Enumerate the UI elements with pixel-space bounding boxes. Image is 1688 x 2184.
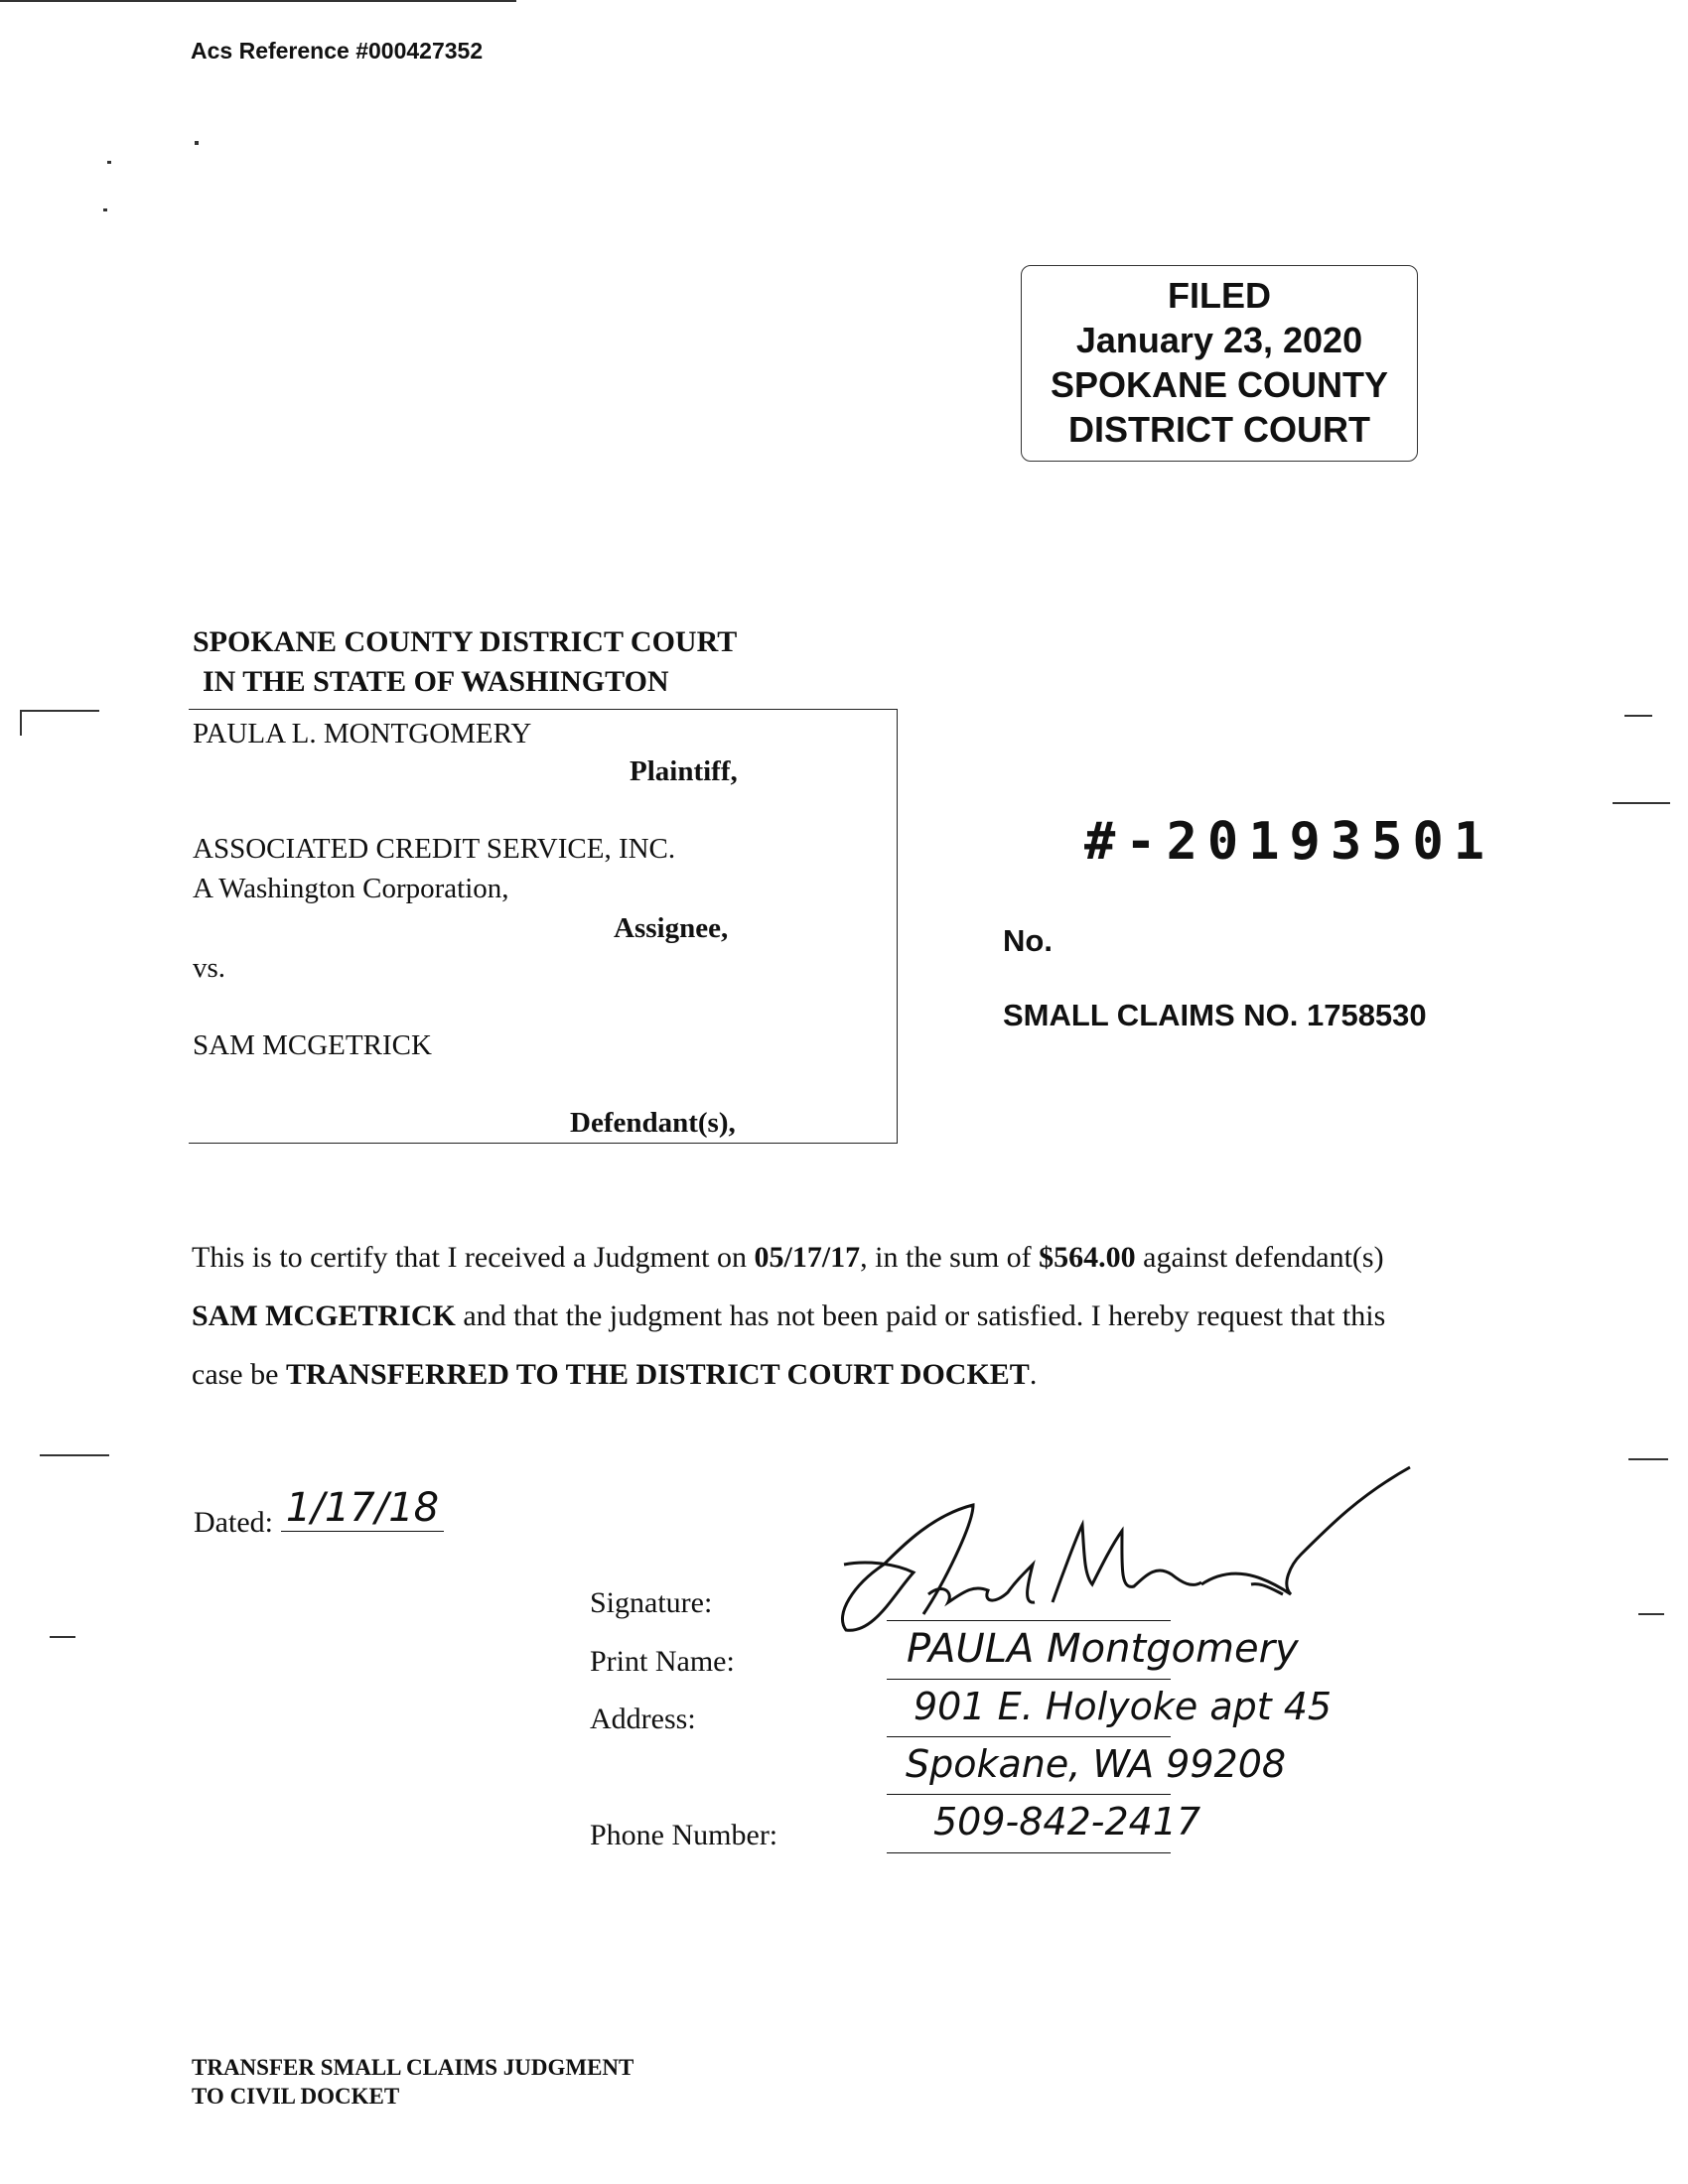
defendant-label: Defendant(s), — [570, 1107, 736, 1139]
small-claims-number: SMALL CLAIMS NO. 1758530 — [1003, 998, 1427, 1032]
case-no-label: No. — [1003, 923, 1053, 958]
filed-stamp-date: January 23, 2020 — [1075, 320, 1363, 360]
footer-line-2: TO CIVIL DOCKET — [192, 2084, 400, 2109]
dated-label: Dated: — [194, 1506, 273, 1539]
scan-edge-mark — [0, 0, 516, 2]
address-line-2-handwritten: Spokane, WA 99208 — [906, 1742, 1287, 1786]
judgment-amount: $564.00 — [1039, 1241, 1136, 1274]
acs-reference: Acs Reference #000427352 — [191, 38, 484, 64]
scan-speck — [1613, 802, 1670, 804]
phone-handwritten: 509-842-2417 — [933, 1800, 1201, 1843]
cert-text-2: , in the sum of — [860, 1241, 1040, 1274]
phone-number-label: Phone Number: — [590, 1819, 778, 1851]
scan-speck — [40, 1454, 109, 1456]
print-name-line — [887, 1679, 1171, 1680]
versus-label: vs. — [193, 952, 226, 984]
court-state: IN THE STATE OF WASHINGTON — [203, 665, 669, 698]
phone-line — [887, 1852, 1171, 1853]
address-line-1-handwritten: 901 E. Holyoke apt 45 — [914, 1685, 1333, 1728]
address-line-2 — [887, 1794, 1171, 1795]
dated-value-handwritten: 1/17/18 — [281, 1485, 444, 1532]
scan-speck — [1628, 1458, 1668, 1460]
address-label: Address: — [590, 1703, 696, 1735]
cert-defendant: SAM MCGETRICK — [192, 1299, 456, 1332]
cert-text-5: . — [1029, 1358, 1038, 1391]
plaintiff-name: PAULA L. MONTGOMERY — [193, 718, 532, 750]
judgment-date: 05/17/17 — [754, 1241, 861, 1274]
scan-speck — [103, 208, 107, 211]
scan-speck — [1624, 715, 1652, 717]
scan-speck — [1638, 1613, 1664, 1615]
assignee-description: A Washington Corporation, — [193, 873, 509, 904]
filed-stamp — [1021, 265, 1418, 462]
case-number-stamp: #-20193501 — [1084, 812, 1495, 872]
scan-speck — [20, 710, 99, 712]
cert-text-3: against defendant(s) — [1135, 1241, 1384, 1274]
scan-speck — [107, 161, 111, 164]
scan-speck — [20, 710, 22, 736]
cert-text-1: This is to certify that I received a Judgment on — [192, 1241, 755, 1274]
filed-stamp-line-1: FILED — [1168, 275, 1271, 316]
signature-label: Signature: — [590, 1586, 713, 1619]
court-header — [193, 622, 737, 702]
scan-speck — [50, 1636, 75, 1638]
assignee-label: Assignee, — [614, 912, 729, 944]
defendant-name: SAM MCGETRICK — [193, 1029, 432, 1061]
cert-text-4: and that the judgment has not been paid or satisfied. I hereby request that this case be — [192, 1299, 1386, 1391]
filed-stamp-line-3: SPOKANE COUNTY — [1050, 364, 1389, 405]
scan-speck — [195, 141, 199, 145]
assignee-name: ASSOCIATED CREDIT SERVICE, INC. — [193, 833, 676, 865]
address-line-1 — [887, 1736, 1171, 1737]
court-name: SPOKANE COUNTY DISTRICT COURT — [193, 625, 738, 658]
document-footer-title — [192, 2053, 633, 2111]
case-caption-box — [189, 709, 898, 1144]
transfer-request: TRANSFERRED TO THE DISTRICT COURT DOCKET — [285, 1358, 1030, 1391]
plaintiff-label: Plaintiff, — [630, 755, 738, 787]
print-name-handwritten: PAULA Montgomery — [907, 1626, 1299, 1672]
filed-stamp-line-4: DISTRICT COURT — [1068, 409, 1370, 450]
certification-paragraph — [192, 1228, 1443, 1404]
print-name-label: Print Name: — [590, 1645, 735, 1678]
footer-line-1: TRANSFER SMALL CLAIMS JUDGMENT — [192, 2055, 634, 2080]
